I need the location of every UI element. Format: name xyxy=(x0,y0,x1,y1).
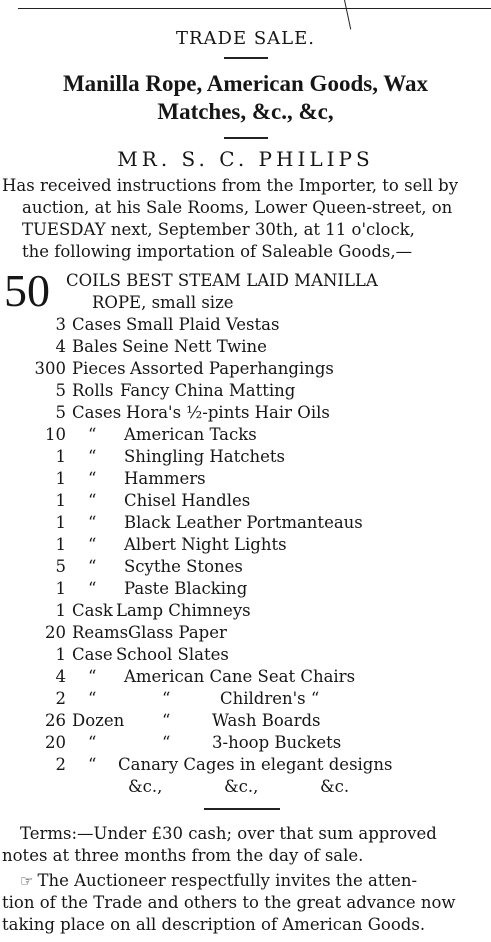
lot-quantity: 5 xyxy=(55,557,66,576)
divider xyxy=(224,57,268,59)
lot-quantity: 1 xyxy=(55,469,66,488)
terms-line: notes at three months from the day of sale. xyxy=(2,846,364,865)
lot-unit: Pieces xyxy=(72,359,126,378)
ditto-mark: “ xyxy=(162,733,171,752)
ditto-mark: “ xyxy=(88,491,97,510)
auctioneer-name: MR. S. C. PHILIPS xyxy=(117,147,374,171)
ditto-mark: “ xyxy=(162,689,171,708)
ditto-mark: “ xyxy=(88,535,97,554)
lot-description: Lamp Chimneys xyxy=(116,601,251,620)
etc-1: &c., xyxy=(128,777,163,796)
ditto-mark: “ xyxy=(88,513,97,532)
lot-unit: Rolls xyxy=(72,381,114,400)
lot-quantity: 1 xyxy=(55,579,66,598)
intro-line: TUESDAY next, September 30th, at 11 o'clock, xyxy=(22,220,415,239)
intro-line: Has received instructions from the Importer, to sell by xyxy=(2,176,459,195)
notice-line: ☞ The Auctioneer respectfully invites the atten- xyxy=(20,871,418,890)
ditto-mark: “ xyxy=(162,711,171,730)
lot-unit: Cases xyxy=(72,315,122,334)
etc-3: &c. xyxy=(320,777,350,796)
lot-quantity: 1 xyxy=(55,491,66,510)
lot-quantity: 1 xyxy=(55,513,66,532)
divider xyxy=(204,808,280,810)
lot-quantity: 2 xyxy=(55,689,66,708)
lot-quantity: 1 xyxy=(55,645,66,664)
lot-description: Small Plaid Vestas xyxy=(126,315,280,334)
divider xyxy=(224,137,268,139)
lot-quantity: 10 xyxy=(45,425,66,444)
lot-description: School Slates xyxy=(116,645,229,664)
lot-description: Chisel Handles xyxy=(124,491,251,510)
lot-description: Scythe Stones xyxy=(124,557,243,576)
lot-description: Albert Night Lights xyxy=(124,535,287,554)
lot-quantity: 2 xyxy=(55,755,66,774)
notice-line: taking place on all description of American Goods. xyxy=(2,915,426,934)
lead-item-line2: ROPE, small size xyxy=(92,293,234,312)
lot-description: Hammers xyxy=(124,469,206,488)
intro-line: the following importation of Saleable Goods,— xyxy=(22,242,413,261)
lot-description: Shingling Hatchets xyxy=(124,447,285,466)
ditto-mark: “ xyxy=(88,689,97,708)
lot-description: Assorted Paperhangings xyxy=(130,359,334,378)
lot-description: Fancy China Matting xyxy=(120,381,296,400)
column-mark xyxy=(344,0,351,29)
lot-description: American Tacks xyxy=(124,425,257,444)
lot-quantity: 1 xyxy=(55,601,66,620)
top-rule xyxy=(18,8,491,9)
lot-quantity: 1 xyxy=(55,535,66,554)
lot-description: Glass Paper xyxy=(128,623,227,642)
lot-description: Black Leather Portmanteaus xyxy=(124,513,363,532)
intro-line: auction, at his Sale Rooms, Lower Queen-street, on xyxy=(22,198,453,217)
lot-quantity: 5 xyxy=(55,403,66,422)
lot-unit: Reams xyxy=(72,623,129,642)
lot-description: Canary Cages in elegant designs xyxy=(118,755,393,774)
lot-description: 3-hoop Buckets xyxy=(212,733,342,752)
ditto-mark: “ xyxy=(88,667,97,686)
notice-line: tion of the Trade and others to the great advance now xyxy=(2,893,456,912)
lot-description: American Cane Seat Chairs xyxy=(124,667,356,686)
lot-unit: Case xyxy=(72,645,113,664)
ditto-mark: “ xyxy=(88,557,97,576)
lot-quantity: 5 xyxy=(55,381,66,400)
lot-description: Children's “ xyxy=(220,689,320,708)
lot-quantity: 1 xyxy=(55,447,66,466)
lot-quantity: 300 xyxy=(34,359,66,378)
lot-quantity: 26 xyxy=(45,711,66,730)
lot-description: Paste Blacking xyxy=(124,579,248,598)
lot-quantity: 4 xyxy=(55,337,66,356)
lot-unit: Bales xyxy=(72,337,118,356)
ditto-mark: “ xyxy=(88,733,97,752)
goods-heading-line1: Manilla Rope, American Goods, Wax xyxy=(62,71,429,96)
lot-quantity: 4 xyxy=(55,667,66,686)
terms-line: Terms:—Under £30 cash; over that sum approved xyxy=(20,824,437,843)
pointing-hand-icon: ☞ xyxy=(20,872,34,890)
lot-description: Wash Boards xyxy=(212,711,321,730)
ditto-mark: “ xyxy=(88,755,97,774)
lead-quantity: 50 xyxy=(4,265,50,316)
ditto-mark: “ xyxy=(88,469,97,488)
lot-quantity: 20 xyxy=(45,623,66,642)
lot-unit: Dozen xyxy=(72,711,125,730)
ditto-mark: “ xyxy=(88,447,97,466)
goods-heading-line2: Matches, &c., &c, xyxy=(157,99,334,124)
lead-item-line1: COILS BEST STEAM LAID MANILLA xyxy=(66,271,378,290)
lot-description: Seine Nett Twine xyxy=(122,337,267,356)
ditto-mark: “ xyxy=(88,579,97,598)
lot-description: Hora's ½-pints Hair Oils xyxy=(126,403,330,422)
trade-sale-heading: TRADE SALE. xyxy=(176,28,315,49)
etc-2: &c., xyxy=(224,777,259,796)
ditto-mark: “ xyxy=(88,425,97,444)
lot-quantity: 20 xyxy=(45,733,66,752)
lot-unit: Cases xyxy=(72,403,122,422)
lot-unit: Cask xyxy=(72,601,113,620)
lot-quantity: 3 xyxy=(55,315,66,334)
